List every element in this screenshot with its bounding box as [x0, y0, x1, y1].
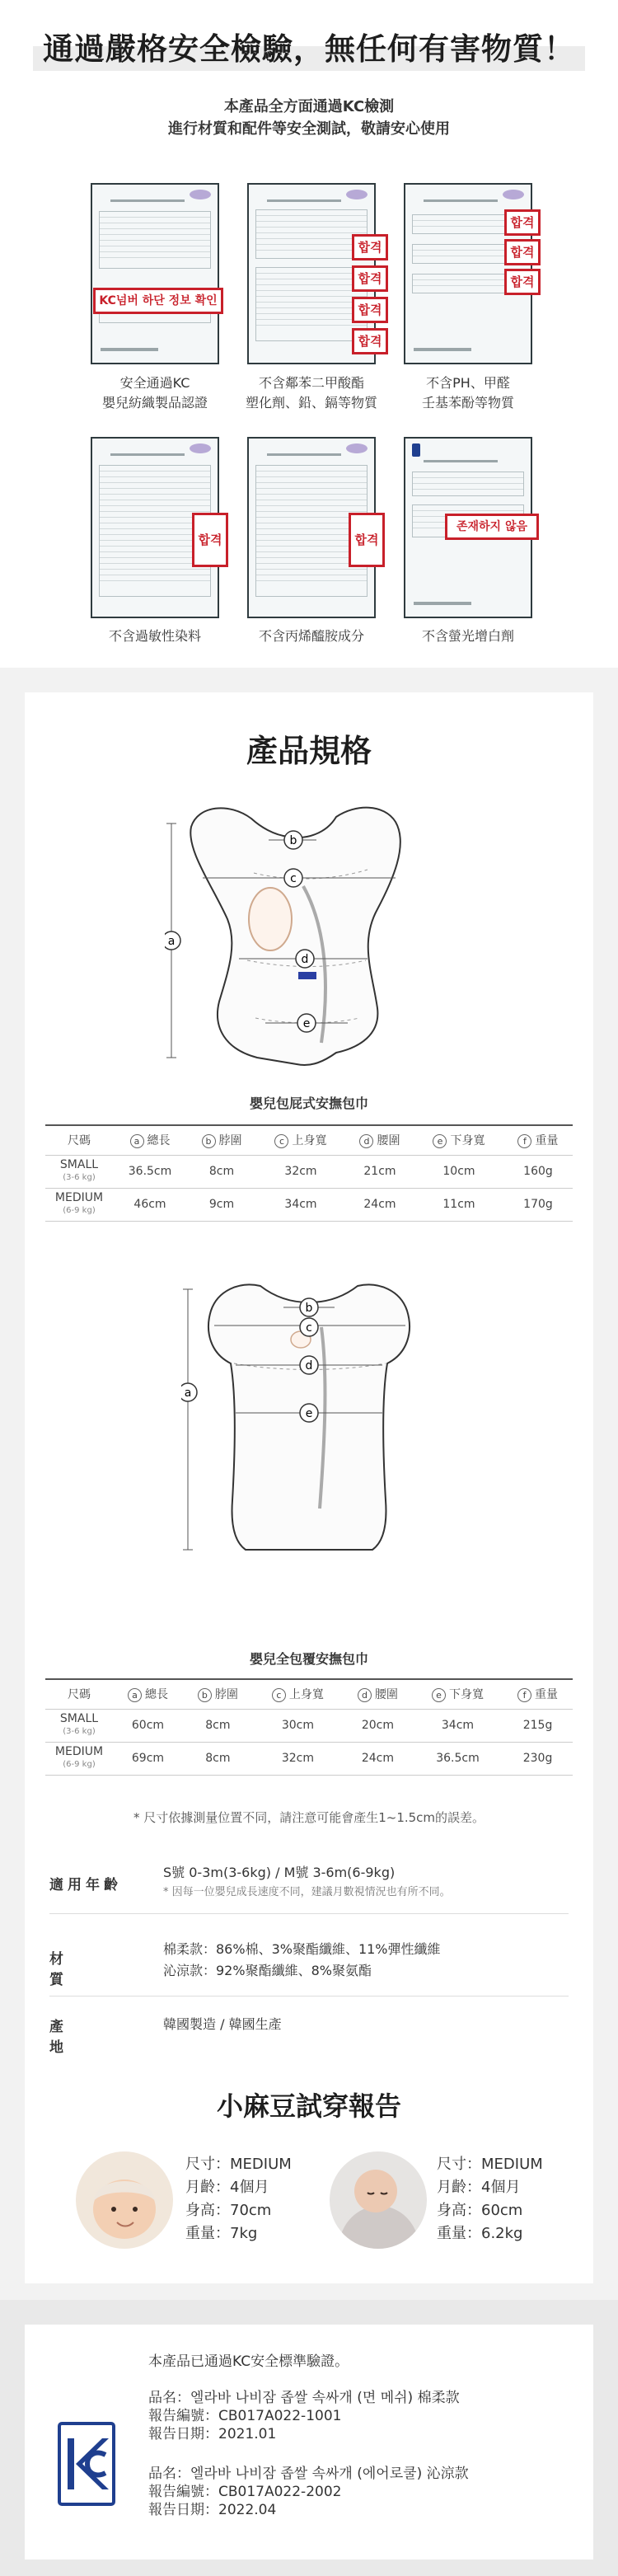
kc-info-stamp: KC넘버 하단 정보 확인 — [93, 288, 223, 314]
lab-logo-icon — [412, 443, 420, 457]
kc-section — [0, 2300, 618, 2576]
baby-1-details: 尺寸：MEDIUM 月齡：4個月 身高：70cm 重量：7kg — [185, 2156, 292, 2242]
headline-wrap — [33, 25, 585, 74]
kc-card — [25, 2325, 593, 2560]
material-line: 沁涼款：92%聚酯纖維、8%聚氨酯 — [163, 1963, 372, 1978]
not-detected-stamp: 존재하지 않음 — [445, 514, 539, 540]
trial-report-title: 小麻豆試穿報告 — [216, 2090, 401, 2122]
kc-report-1: 品名：엘라바 나비잠 좁쌀 속싸개 (면 메쉬) 棉柔款 報告編號：CB017A022-1001 報告日期：2021.01 — [148, 2390, 460, 2442]
material-row — [49, 1937, 569, 1997]
pass-stamp: 합격 — [352, 234, 388, 260]
svg-text:e: e — [305, 1407, 313, 1420]
pass-stamp: 합격 — [504, 209, 541, 236]
fullwrap-swaddle-diagram — [181, 1261, 437, 1566]
table-row: MEDIUM (6-9 kg) 46cm 9cm 34cm 24cm 11cm 170g — [45, 1188, 573, 1221]
kc-certificate-doc — [91, 183, 219, 364]
table-header-row: 尺碼 a 總長 b 脖圍 c 上身寬 d 腰圍 e 下身寬 f 重量 — [45, 1679, 573, 1709]
svg-text:e: e — [302, 1017, 311, 1030]
svg-text:d: d — [305, 1359, 313, 1372]
certification-section — [0, 0, 618, 668]
age-note: * 因每一位嬰兒成長速度不同，建議月數視情況也有所不同。 — [163, 1886, 451, 1898]
spec-section — [0, 668, 618, 2300]
pass-stamp: 합격 — [504, 239, 541, 265]
table-row: SMALL (3-6 kg) 36.5cm 8cm 32cm 21cm 10cm 160g — [45, 1155, 573, 1188]
pass-stamp: 합격 — [504, 269, 541, 295]
lab-logo-icon — [346, 190, 368, 199]
mascot-icon — [249, 888, 292, 950]
kc-report-2: 品名：엘라바 나비잠 좁쌀 속싸개 (에어로쿨) 沁涼款 報告編號：CB017A022-2002 報告日期：2022.04 — [148, 2466, 469, 2518]
brand-tag — [298, 972, 316, 979]
svg-text:b: b — [305, 1302, 313, 1315]
bodysuit-size-table — [45, 1124, 573, 1222]
spec-title: 產品規格 — [246, 733, 372, 769]
cert-caption-6: 不含螢光增白劑 — [421, 628, 514, 644]
age-value: S號 0-3m(3-6kg) / M號 3-6m(6-9kg) — [163, 1865, 396, 1880]
cert-caption-3: 不含PH、甲醛 壬基苯酚等物質 — [421, 375, 514, 411]
pass-stamp: 합격 — [349, 513, 385, 567]
baby-photo-2 — [330, 2151, 427, 2249]
kc-logo-icon — [58, 2422, 115, 2506]
kc-heading: 本產品已通過KC安全標準驗證。 — [148, 2353, 349, 2370]
subheadline-1: 本產品全方面通過KC檢測 — [223, 98, 395, 115]
svg-text:c: c — [290, 872, 297, 885]
svg-text:d: d — [301, 953, 309, 966]
svg-text:a: a — [167, 935, 176, 948]
fullwrap-size-table — [45, 1678, 573, 1776]
table-header-row: 尺碼 a 總長 b 脖圍 c 上身寬 d 腰圍 e 下身寬 f 重量 — [45, 1125, 573, 1155]
table-row: MEDIUM (6-9 kg) 69cm 8cm 32cm 24cm 36.5cm 230g — [45, 1742, 573, 1775]
cert-caption-5: 不含丙烯醯胺成分 — [258, 628, 364, 644]
baby-photo-1 — [76, 2151, 173, 2249]
headline: 通過嚴格安全檢驗，無任何有害物質！ — [43, 31, 575, 67]
measurement-note: * 尺寸依據測量位置不同，請注意可能會產生1~1.5cm的誤差。 — [133, 1810, 485, 1825]
lab-logo-icon — [503, 190, 524, 199]
cert-caption-1: 安全通過KC 嬰兒紡織製品認證 — [101, 375, 208, 411]
pass-stamp: 합격 — [192, 513, 228, 567]
lab-logo-icon — [190, 443, 211, 453]
fig2-caption: 嬰兒全包覆安撫包巾 — [249, 1651, 368, 1667]
pass-stamp: 합격 — [352, 328, 388, 354]
age-row — [49, 1863, 569, 1914]
lab-logo-icon — [190, 190, 211, 199]
origin-value: 韓國製造 / 韓國生產 — [163, 2016, 282, 2032]
cert-caption-4: 不含過敏性染料 — [108, 628, 201, 644]
material-label: 材質 — [49, 1951, 96, 1988]
bodysuit-swaddle-diagram — [165, 795, 453, 1076]
svg-text:c: c — [306, 1321, 312, 1335]
origin-label: 產地 — [49, 2019, 96, 2056]
fig1-caption: 嬰兒包屁式安撫包巾 — [249, 1096, 368, 1111]
svg-text:a: a — [184, 1387, 192, 1400]
pass-stamp: 합격 — [352, 265, 388, 292]
spec-card — [25, 692, 593, 2283]
baby-2-details: 尺寸：MEDIUM 月齡：4個月 身高：60cm 重量：6.2kg — [437, 2156, 543, 2242]
cert-caption-2: 不含鄰苯二甲酸酯 塑化劑、鉛、鎘等物質 — [245, 375, 377, 411]
subheadline-2: 進行材質和配件等安全測試，敬請安心使用 — [168, 120, 450, 138]
pass-stamp: 합격 — [352, 297, 388, 323]
lab-logo-icon — [346, 443, 368, 453]
age-label: 適用年齡 — [49, 1877, 122, 1893]
svg-text:b: b — [289, 834, 297, 847]
table-row: SMALL (3-6 kg) 60cm 8cm 30cm 20cm 34cm 215g — [45, 1709, 573, 1742]
material-line: 棉柔款：86%棉、3%聚酯纖維、11%彈性纖維 — [163, 1941, 441, 1957]
